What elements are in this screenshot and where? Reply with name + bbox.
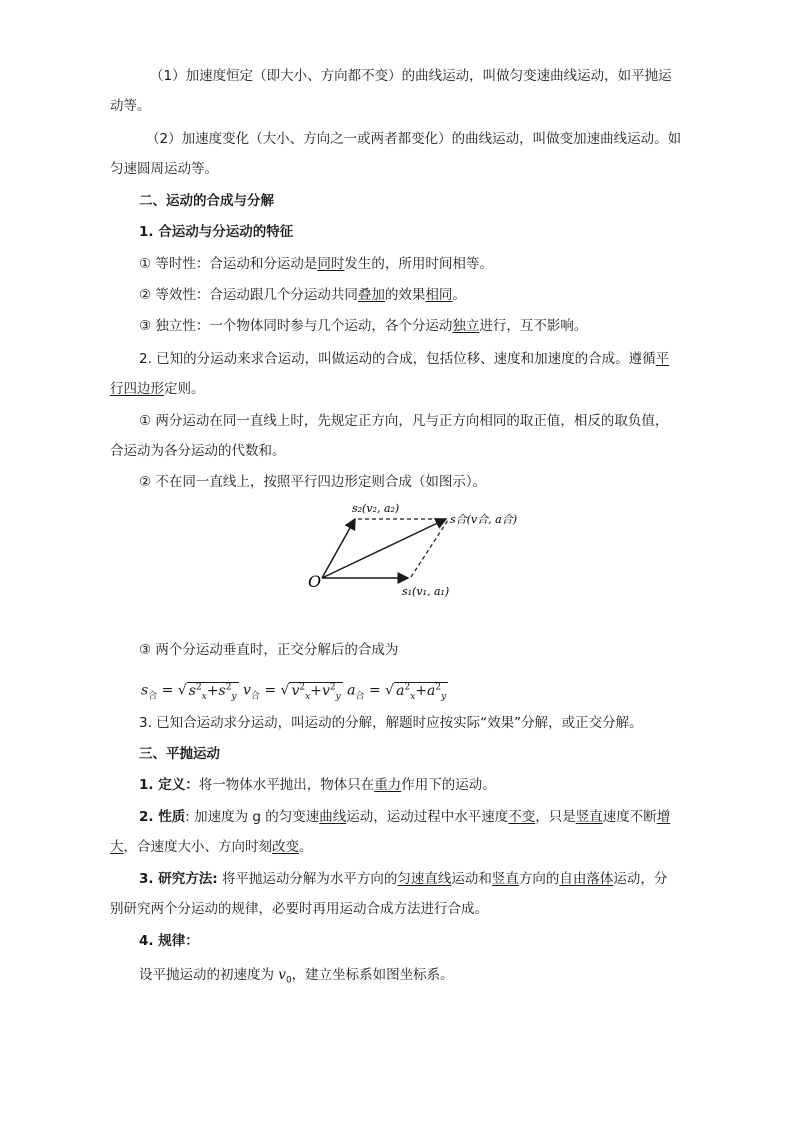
item3-decomposition: 3. 已知合运动求分运动，叫运动的分解，解题时应按实际“效果”分解，或正交分解。 bbox=[139, 715, 643, 731]
para-curve-variable-line2: 匀速圆周运动等。 bbox=[110, 161, 218, 177]
para-curve-variable-line1: （2）加速度变化（大小、方向之一或两者都变化）的曲线运动，叫做变加速曲线运动。如 bbox=[146, 131, 682, 147]
projectile-definition: 1. 定义：将一物体水平抛出，物体只在重力作用下的运动。 bbox=[139, 777, 496, 793]
projectile-law-heading: 4. 规律： bbox=[139, 933, 199, 949]
feature-equivalence: ② 等效性：合运动跟几个分运动共同叠加的效果相同。 bbox=[139, 287, 466, 303]
feature-independence: ③ 独立性：一个物体同时参与几个运动，各个分运动独立进行，互不影响。 bbox=[139, 318, 588, 334]
item2-line1: 2. 已知的分运动来求合运动，叫做运动的合成，包括位移、速度和加速度的合成。遵循平 bbox=[139, 351, 670, 367]
vector-resultant bbox=[322, 519, 446, 578]
dashed-right-edge bbox=[411, 520, 448, 577]
projectile-method-line2: 别研究两个分运动的规律，必要时再用运动合成方法进行合成。 bbox=[110, 901, 488, 917]
section-heading-projectile: 三、平抛运动 bbox=[139, 746, 220, 762]
orthogonal-formula: $s_合$ = √ $s^2_x+s^2_y$ $v_合$ = √ $v^2_x+v^2_y$ $a_合$ = √ $a^2_x+a^2_y$ bbox=[141, 682, 447, 702]
rule-same-line-2: 合运动为各分运动的代数和。 bbox=[110, 443, 286, 459]
origin-label: O bbox=[308, 572, 322, 591]
resultant-label: s合(v合, a合) bbox=[450, 513, 517, 526]
para-curve-uniform-line1: （1）加速度恒定（即大小、方向都不变）的曲线运动，叫做匀变速曲线运动，如平抛运 bbox=[150, 68, 672, 84]
rule-same-line-1: ① 两分运动在同一直线上时，先规定正方向，凡与正方向相同的取正值，相反的取负值， bbox=[139, 413, 669, 429]
projectile-setup: 设平抛运动的初速度为 $v_0$，建立坐标系如图坐标系。 bbox=[139, 967, 454, 986]
s1-label: s₁(v₁, a₁) bbox=[402, 585, 450, 598]
section-heading-composition: 二、运动的合成与分解 bbox=[139, 193, 274, 209]
item-heading-features: 1. 合运动与分运动的特征 bbox=[139, 224, 294, 240]
s2-label: s₂(v₂, a₂) bbox=[352, 502, 400, 515]
vector-s2 bbox=[322, 519, 355, 578]
item2-line2: 行四边形定则。 bbox=[110, 381, 205, 397]
feature-simultaneity: ① 等时性：合运动和分运动是同时发生的，所用时间相等。 bbox=[139, 256, 493, 272]
projectile-property-line2: 大，合速度大小、方向时刻改变。 bbox=[110, 839, 313, 855]
parallelogram-diagram bbox=[300, 495, 520, 605]
rule-orthogonal: ③ 两个分运动垂直时，正交分解后的合成为 bbox=[139, 642, 399, 658]
para-curve-uniform-line2: 动等。 bbox=[110, 98, 151, 114]
rule-parallelogram: ② 不在同一直线上，按照平行四边形定则合成（如图示）。 bbox=[139, 474, 487, 490]
projectile-method-line1: 3. 研究方法: 将平抛运动分解为水平方向的匀速直线运动和竖直方向的自由落体运动，分 bbox=[139, 871, 668, 887]
projectile-property-line1: 2. 性质: 加速度为 g 的匀变速曲线运动，运动过程中水平速度不变，只是竖直速度不断增 bbox=[139, 809, 671, 825]
